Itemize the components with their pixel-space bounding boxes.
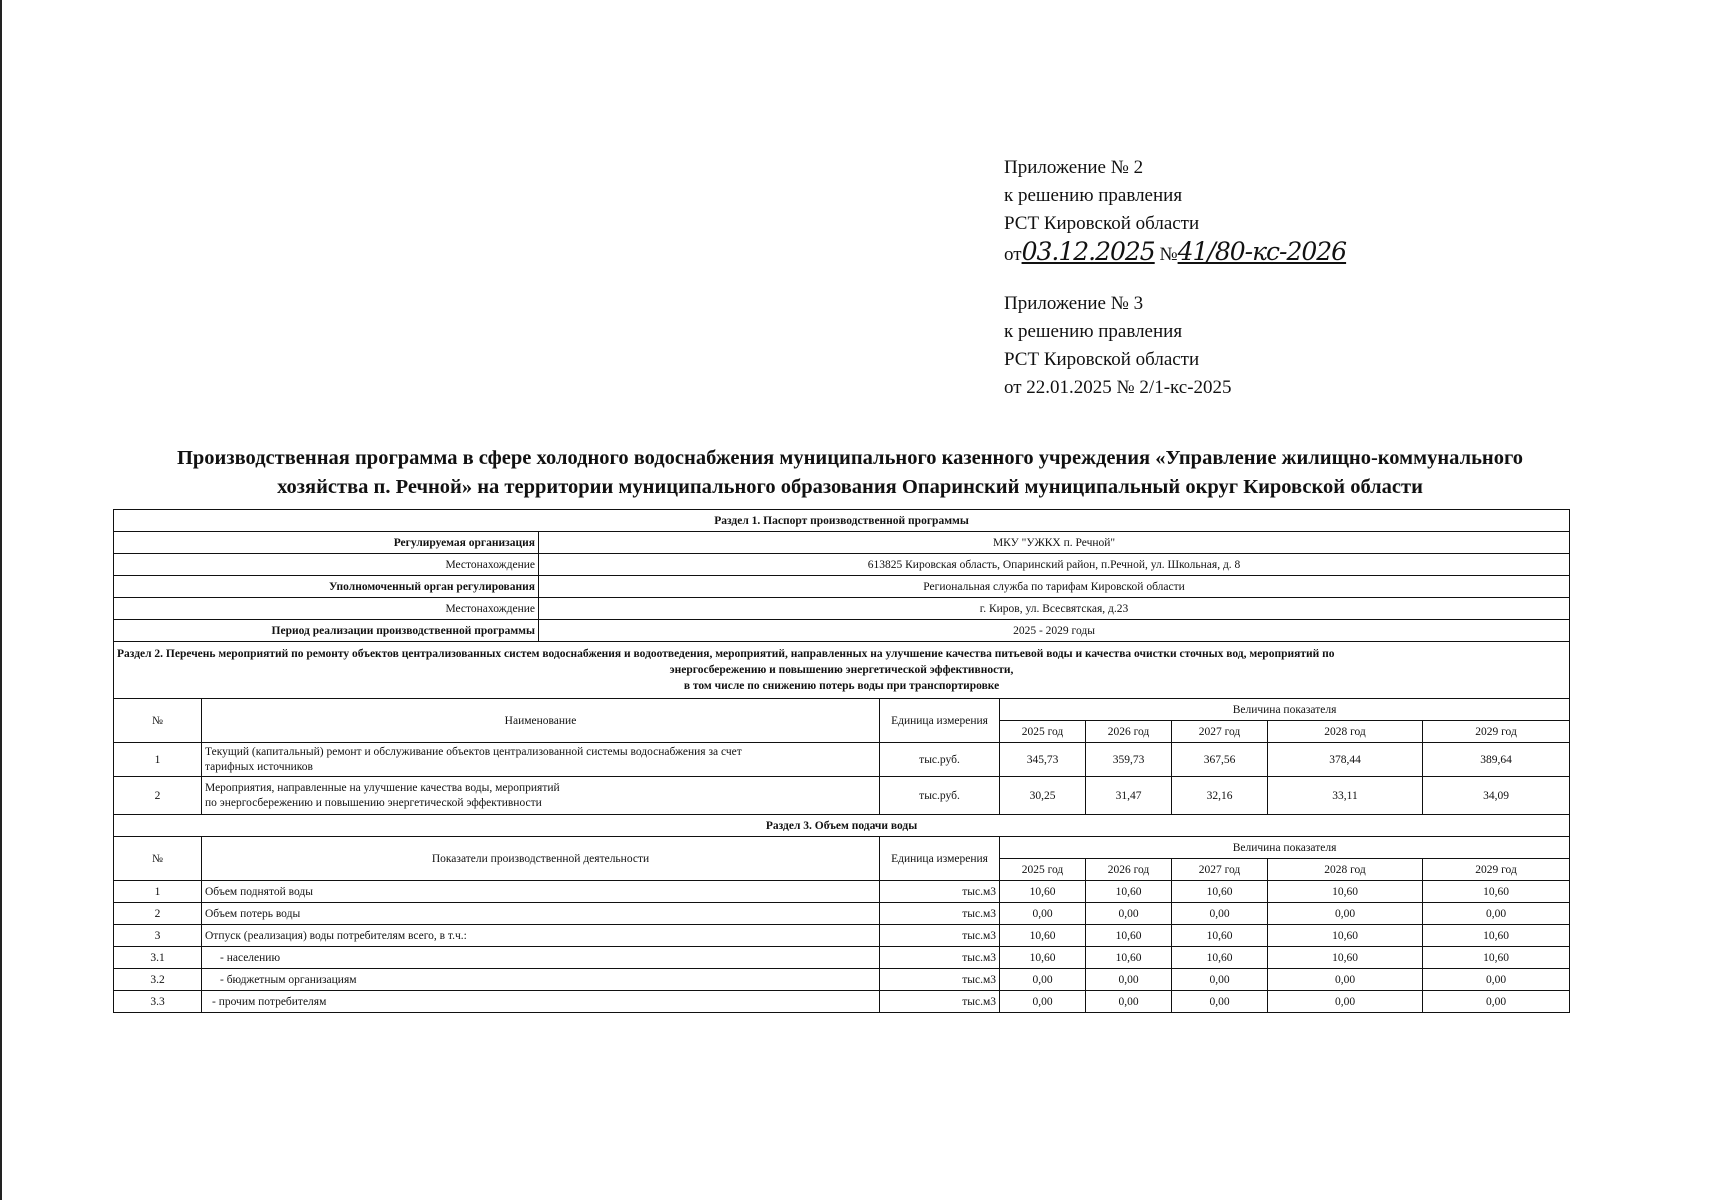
indicator-value: 0,00: [1268, 903, 1423, 925]
passport-row: [114, 532, 1570, 554]
indicator-value: 10,60: [1000, 925, 1086, 947]
indicator-value: 10,60: [1268, 881, 1423, 903]
appendix-2-authority: РСТ Кировской области: [1004, 213, 1200, 234]
year-header: 2028 год: [1268, 859, 1423, 881]
appendix-2-number-prefix: №: [1159, 244, 1178, 265]
appendix-2-handwritten-date: 03.12.2025: [1021, 237, 1155, 266]
year-header: 2027 год: [1172, 721, 1268, 743]
appendix-2-block: [1004, 154, 1346, 269]
indicator-unit: тыс.м3: [880, 903, 1000, 925]
measure-row: [114, 777, 1570, 815]
section-1-header-row: [114, 510, 1570, 532]
passport-value: МКУ "УЖКХ п. Речной": [539, 532, 1570, 554]
passport-label: Уполномоченный орган регулирования: [114, 576, 539, 598]
indicator-value: 0,00: [1172, 903, 1268, 925]
column-value-group: Величина показателя: [1000, 837, 1570, 859]
section-1-header: Раздел 1. Паспорт производственной программы: [114, 510, 1570, 532]
indicator-value: 0,00: [1172, 991, 1268, 1013]
section-2-header-line-1: Раздел 2. Перечень мероприятий по ремонту объектов централизованных систем водоснабжения и водоотведения, мероприятий, направленных на улучшение качества питьевой воды и качества очистки сточных вод, мероприятий по: [117, 648, 1335, 660]
indicator-value: 10,60: [1086, 881, 1172, 903]
measure-value: 345,73: [1000, 743, 1086, 777]
column-indicator: Показатели производственной деятельности: [202, 837, 880, 881]
column-number: №: [114, 699, 202, 743]
measure-name: [202, 743, 880, 777]
year-header: 2029 год: [1423, 721, 1570, 743]
appendix-2-title: Приложение № 2: [1004, 157, 1144, 178]
section-2-header-line-2: энергосбережению и повышению энергетической эффективности,: [669, 664, 1014, 676]
row-number: 3.1: [114, 947, 202, 969]
appendix-3-title: Приложение № 3: [1004, 293, 1144, 314]
passport-row: [114, 576, 1570, 598]
year-header: 2028 год: [1268, 721, 1423, 743]
indicator-name: Объем потерь воды: [202, 903, 880, 925]
passport-value: г. Киров, ул. Всесвятская, д.23: [539, 598, 1570, 620]
indicator-value: 10,60: [1172, 881, 1268, 903]
row-number: 1: [114, 881, 202, 903]
year-header: 2026 год: [1086, 859, 1172, 881]
row-number: 3.3: [114, 991, 202, 1013]
volume-row: [114, 903, 1570, 925]
passport-label: Регулируемая организация: [114, 532, 539, 554]
section-2-header-line-3: в том числе по снижению потерь воды при транспортировке: [683, 680, 1000, 692]
section-3-header-row: [114, 815, 1570, 837]
indicator-value: 10,60: [1086, 925, 1172, 947]
section-3-column-header-row: [114, 837, 1570, 859]
indicator-value: 0,00: [1423, 969, 1570, 991]
passport-row: [114, 620, 1570, 642]
measure-name-line-2: тарифных источников: [205, 760, 313, 773]
document-title-line-2: хозяйства п. Речной» на территории муниципального образования Опаринский муниципальный округ Кировской области: [277, 476, 1423, 498]
indicator-name: Объем поднятой воды: [202, 881, 880, 903]
measure-value: 32,16: [1172, 777, 1268, 815]
appendix-2-decision: к решению правления: [1004, 185, 1183, 206]
production-program-table: [113, 509, 1570, 1013]
passport-value: 2025 - 2029 годы: [539, 620, 1570, 642]
indicator-value: 10,60: [1086, 947, 1172, 969]
indicator-value: 10,60: [1000, 881, 1086, 903]
measure-value: 30,25: [1000, 777, 1086, 815]
measure-value: 33,11: [1268, 777, 1423, 815]
measure-name-line-1: Текущий (капитальный) ремонт и обслуживание объектов централизованной системы водоснабжения за счет: [205, 745, 742, 758]
indicator-value: 0,00: [1000, 991, 1086, 1013]
measure-value: 389,64: [1423, 743, 1570, 777]
measure-value: 359,73: [1086, 743, 1172, 777]
passport-label: Местонахождение: [114, 598, 539, 620]
volume-row: [114, 969, 1570, 991]
measure-row: [114, 743, 1570, 777]
volume-row: [114, 881, 1570, 903]
indicator-value: 0,00: [1172, 969, 1268, 991]
indicator-value: 10,60: [1268, 925, 1423, 947]
row-number: 3: [114, 925, 202, 947]
indicator-value: 10,60: [1268, 947, 1423, 969]
measure-value: 31,47: [1086, 777, 1172, 815]
appendix-3-authority: РСТ Кировской области: [1004, 349, 1200, 370]
row-number: 2: [114, 903, 202, 925]
indicator-unit: тыс.м3: [880, 881, 1000, 903]
measure-name-line-1: Мероприятия, направленные на улучшение качества воды, мероприятий: [205, 781, 560, 794]
passport-row: [114, 554, 1570, 576]
year-header: 2026 год: [1086, 721, 1172, 743]
document-title-line-1: Производственная программа в сфере холодного водоснабжения муниципального казенного учреждения «Управление жилищно-коммунального: [176, 447, 1524, 469]
volume-row: [114, 947, 1570, 969]
passport-label: Период реализации производственной программы: [114, 620, 539, 642]
section-2-header: [114, 642, 1570, 699]
column-number: №: [114, 837, 202, 881]
appendix-2-date-line: [1004, 238, 1346, 269]
column-unit: Единица измерения: [880, 837, 1000, 881]
indicator-value: 0,00: [1423, 903, 1570, 925]
document-title: [100, 444, 1600, 502]
appendix-2-date-prefix: от: [1004, 244, 1022, 265]
measure-unit: тыс.руб.: [880, 743, 1000, 777]
indicator-value: 0,00: [1268, 969, 1423, 991]
indicator-name: - прочим потребителям: [202, 991, 880, 1013]
appendix-3-decision: к решению правления: [1004, 321, 1183, 342]
measure-unit: тыс.руб.: [880, 777, 1000, 815]
indicator-value: 0,00: [1423, 991, 1570, 1013]
row-number: 3.2: [114, 969, 202, 991]
section-3-header: Раздел 3. Объем подачи воды: [114, 815, 1570, 837]
year-header: 2029 год: [1423, 859, 1570, 881]
year-header: 2027 год: [1172, 859, 1268, 881]
section-2-column-header-row: [114, 699, 1570, 721]
indicator-value: 0,00: [1086, 903, 1172, 925]
year-header: 2025 год: [1000, 859, 1086, 881]
measure-name-line-2: по энергосбережению и повышению энергетической эффективности: [205, 796, 542, 809]
indicator-name: - бюджетным организациям: [202, 969, 880, 991]
indicator-value: 10,60: [1423, 881, 1570, 903]
indicator-unit: тыс.м3: [880, 991, 1000, 1013]
indicator-name: Отпуск (реализация) воды потребителям всего, в т.ч.:: [202, 925, 880, 947]
passport-label: Местонахождение: [114, 554, 539, 576]
appendix-3-block: [1004, 290, 1232, 402]
indicator-value: 10,60: [1000, 947, 1086, 969]
passport-value: Региональная служба по тарифам Кировской области: [539, 576, 1570, 598]
indicator-unit: тыс.м3: [880, 947, 1000, 969]
scan-left-edge: [0, 0, 2, 1200]
column-unit: Единица измерения: [880, 699, 1000, 743]
indicator-value: 10,60: [1423, 925, 1570, 947]
passport-row: [114, 598, 1570, 620]
indicator-unit: тыс.м3: [880, 925, 1000, 947]
indicator-value: 0,00: [1268, 991, 1423, 1013]
volume-row: [114, 925, 1570, 947]
measure-value: 378,44: [1268, 743, 1423, 777]
indicator-value: 10,60: [1423, 947, 1570, 969]
section-2-header-row: [114, 642, 1570, 699]
indicator-name: - населению: [202, 947, 880, 969]
row-number: 1: [114, 743, 202, 777]
indicator-value: 0,00: [1086, 991, 1172, 1013]
measure-name: [202, 777, 880, 815]
indicator-value: 0,00: [1000, 903, 1086, 925]
indicator-value: 0,00: [1000, 969, 1086, 991]
column-name: Наименование: [202, 699, 880, 743]
measure-value: 367,56: [1172, 743, 1268, 777]
indicator-value: 10,60: [1172, 947, 1268, 969]
volume-row: [114, 991, 1570, 1013]
indicator-value: 0,00: [1086, 969, 1172, 991]
indicator-unit: тыс.м3: [880, 969, 1000, 991]
appendix-3-date: от 22.01.2025 № 2/1-кс-2025: [1004, 377, 1232, 398]
appendix-2-handwritten-number: 41/80-кс-2026: [1177, 237, 1347, 266]
passport-value: 613825 Кировская область, Опаринский район, п.Речной, ул. Школьная, д. 8: [539, 554, 1570, 576]
year-header: 2025 год: [1000, 721, 1086, 743]
indicator-value: 10,60: [1172, 925, 1268, 947]
column-value-group: Величина показателя: [1000, 699, 1570, 721]
row-number: 2: [114, 777, 202, 815]
measure-value: 34,09: [1423, 777, 1570, 815]
